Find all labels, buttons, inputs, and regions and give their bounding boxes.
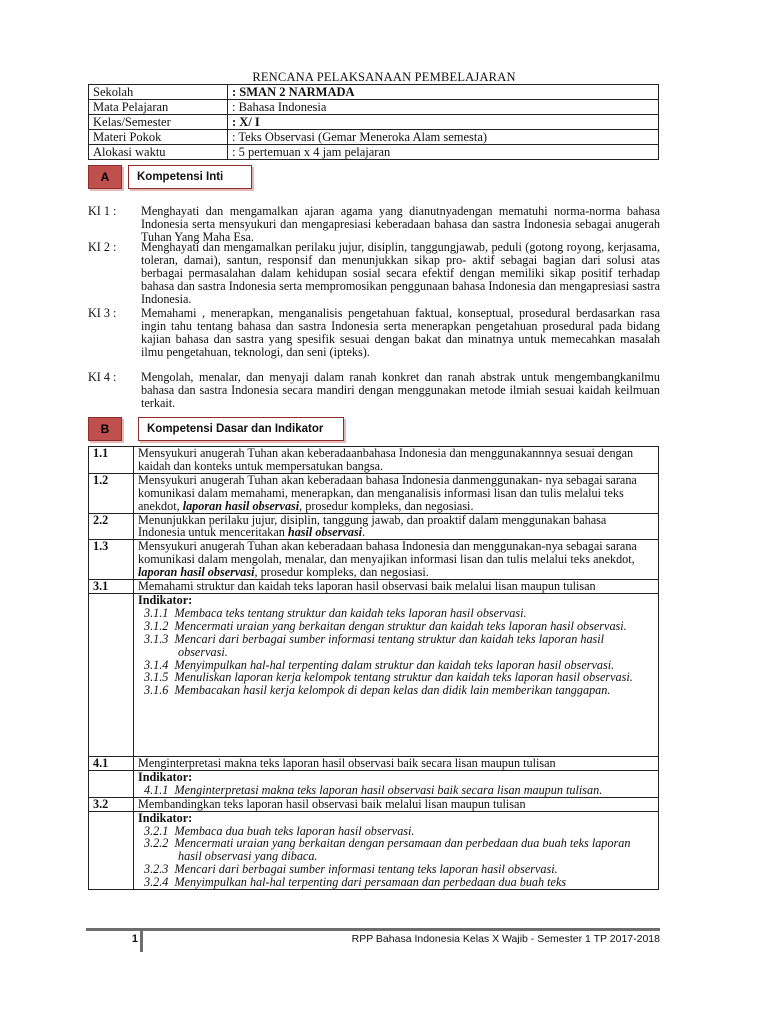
indicator-text: Menyimpulkan hal-hal terpenting dalam struktur dan kaidah teks laporan hasil observasi. xyxy=(174,657,615,672)
identity-label: Mata Pelajaran xyxy=(89,100,228,115)
section-a-letter: A xyxy=(88,165,122,189)
indicator-number: 4.1.1 xyxy=(144,782,169,797)
indicator-text: Menyimpulkan hal-hal terpenting dari persamaan dan perbedaan dua buah teks xyxy=(174,875,567,890)
identity-row-time xyxy=(89,145,659,160)
kd-number: 3.1 xyxy=(89,580,134,594)
identity-label: Materi Pokok xyxy=(89,130,228,145)
kd-text xyxy=(134,473,659,513)
document-title: RENCANA PELAKSANAAN PEMBELAJARAN xyxy=(252,70,516,84)
indicator-number-cell xyxy=(89,770,134,797)
indicator-number: 3.2.1 xyxy=(144,823,169,838)
indicator-text: Mencermati uraian yang berkaitan dengan struktur dan kaidah teks laporan hasil observasi. xyxy=(174,618,627,633)
indicator-text: Mencermati uraian yang berkaitan dengan persamaan dan perbedaan dua buah teks laporan hasil observasi yang dibaca. xyxy=(174,836,631,864)
identity-label: Alokasi waktu xyxy=(89,145,228,160)
indicator-item xyxy=(144,633,654,659)
identity-value: : Bahasa Indonesia xyxy=(228,100,659,115)
section-a-title: Kompetensi Inti xyxy=(128,165,252,189)
indicator-number: 3.1.3 xyxy=(144,631,169,646)
indicator-row xyxy=(89,593,659,756)
indicator-number: 3.2.3 xyxy=(144,862,169,877)
indicator-label: Indikator: xyxy=(138,810,193,825)
indicator-item xyxy=(144,837,654,863)
kd-row xyxy=(89,473,659,513)
identity-value: : X/ I xyxy=(228,115,659,130)
kd-row xyxy=(89,447,659,474)
section-b-title: Kompetensi Dasar dan Indikator xyxy=(138,417,344,441)
ki-text: Memahami , menerapkan, menganalisis pengetahuan faktual, konseptual, prosedural berdasarkan rasa ingin tahu tentang bahasa dan sastra Indonesia serta menerapkan pengetahuan prosedural pada bidang kajian bahasa dan sastra yang spesifik sesuai dengan bakat dan minatnya untuk memecahkan masalah ilmu pengetahuan, teknologi, dan seni (ipteks). xyxy=(141,306,660,359)
identity-row-subject xyxy=(89,100,659,115)
indicator-text: Menuliskan laporan kerja kelompok tentang struktur dan kaidah teks laporan hasil observasi. xyxy=(174,670,633,685)
kd-text xyxy=(134,513,659,540)
indicator-cell xyxy=(134,593,659,756)
indicator-item xyxy=(144,684,654,697)
kd-row xyxy=(89,797,659,811)
ki-item xyxy=(88,241,660,306)
footer-text: RPP Bahasa Indonesia Kelas X Wajib - Semester 1 TP 2017-2018 xyxy=(351,933,660,945)
kd-number: 3.2 xyxy=(89,797,134,811)
kd-table xyxy=(88,446,659,890)
indicator-number: 3.2.2 xyxy=(144,836,169,851)
indicator-text: Membaca teks tentang struktur dan kaidah teks laporan hasil observasi. xyxy=(174,605,527,620)
ki-text: Mengolah, menalar, dan menyaji dalam ranah konkret dan ranah abstrak untuk mengembangkanilmu bahasa dan sastra Indonesia secara mandiri dengan menggunakan metode ilmiah sesuai kaidah keilmuan terkait. xyxy=(141,370,660,410)
kd-number: 1.3 xyxy=(89,540,134,580)
kd-number: 2.2 xyxy=(89,513,134,540)
kd-text-part: Mensyukuri anugerah Tuhan akan keberadaan bahasa Indonesia dan menggunakan-nya sebagai sarana komunikasi dalam mengolah, menalar, dan menyajikan informasi lisan dan tulis melalui teks anekdot, xyxy=(138,539,637,567)
ki-code: KI 1 : xyxy=(88,204,117,218)
page-number: 1 xyxy=(131,933,138,945)
kd-text: Mensyukuri anugerah Tuhan akan keberadaanbahasa Indonesia dan menggunakannnya sesuai dengan kaidah dan konteks untuk mempersatukan bangsa. xyxy=(134,447,659,474)
kd-number: 1.2 xyxy=(89,473,134,513)
indicator-item xyxy=(144,876,654,889)
identity-row-topic xyxy=(89,130,659,145)
indicator-row xyxy=(89,811,659,889)
indicator-list xyxy=(138,825,654,890)
ki-code: KI 4 : xyxy=(88,370,117,384)
kd-text: Membandingkan teks laporan hasil observasi baik melalui lisan maupun tulisan xyxy=(134,797,659,811)
indicator-list xyxy=(138,607,654,697)
indicator-text: Menginterpretasi makna teks laporan hasil observasi baik secara lisan maupun tulisan. xyxy=(174,782,603,797)
identity-row-school xyxy=(89,85,659,100)
indicator-text: Membaca dua buah teks laporan hasil observasi. xyxy=(174,823,415,838)
indicator-number: 3.1.1 xyxy=(144,605,169,620)
kd-row xyxy=(89,540,659,580)
kd-text-part: , prosedur kompleks, dan negosiasi. xyxy=(254,565,429,580)
indicator-text: Mencari dari berbagai sumber informasi tentang teks laporan hasil observasi. xyxy=(174,862,558,877)
identity-label: Sekolah xyxy=(89,85,228,100)
indicator-item xyxy=(144,784,654,797)
kd-number: 1.1 xyxy=(89,447,134,474)
indicator-label: Indikator: xyxy=(138,592,193,607)
identity-label: Kelas/Semester xyxy=(89,115,228,130)
identity-value: : Teks Observasi (Gemar Meneroka Alam semesta) xyxy=(228,130,659,145)
kd-text: Menginterpretasi makna teks laporan hasil observasi baik secara lisan maupun tulisan xyxy=(134,756,659,770)
indicator-number: 3.2.4 xyxy=(144,875,169,890)
indicator-number: 3.1.5 xyxy=(144,670,169,685)
indicator-number: 3.1.4 xyxy=(144,657,169,672)
indicator-row xyxy=(89,770,659,797)
kd-emphasis: hasil observasi xyxy=(287,525,363,540)
indicator-text: Mencari dari berbagai sumber informasi tentang struktur dan kaidah teks laporan hasil observasi. xyxy=(174,631,605,659)
kd-text xyxy=(134,540,659,580)
indicator-number: 3.1.6 xyxy=(144,683,169,698)
kd-row xyxy=(89,580,659,594)
ki-item xyxy=(88,371,660,410)
identity-value: : 5 pertemuan x 4 jam pelajaran xyxy=(228,145,659,160)
indicator-number-cell xyxy=(89,593,134,756)
kd-text-part: . xyxy=(362,525,366,540)
kd-row xyxy=(89,756,659,770)
footer-divider xyxy=(140,930,143,952)
indicator-label: Indikator: xyxy=(138,769,193,784)
ki-text: Menghayati dan mengamalkan ajaran agama yang dianutnyadengan mematuhi norma-norma bahasa Indonesia serta mensyukuri dan mengapresiasi keberadaan bahasa dan sastra Indonesia sebagai anugerah Tuhan Yang Maha Esa. xyxy=(141,204,660,244)
indicator-cell xyxy=(134,811,659,889)
section-a-header xyxy=(88,165,258,189)
section-b-header xyxy=(88,417,358,441)
footer-rule xyxy=(86,928,660,931)
identity-value: : SMAN 2 NARMADA xyxy=(228,85,659,100)
ki-code: KI 2 : xyxy=(88,240,117,254)
section-b-letter: B xyxy=(88,417,122,441)
indicator-cell xyxy=(134,770,659,797)
ki-item xyxy=(88,307,660,359)
kd-text-part: Mensyukuri anugerah Tuhan akan keberadaan bahasa Indonesia danmenggunakan- nya sebagai sarana komunikasi dalam memahami, menerapkan, dan menganalisis informasi lisan dan tulis melalui teks anekdot, xyxy=(138,472,637,513)
ki-item xyxy=(88,205,660,244)
ki-code: KI 3 : xyxy=(88,306,117,320)
indicator-text: Membacakan hasil kerja kelompok di depan kelas dan didik lain memberikan tanggapan. xyxy=(174,683,611,698)
kd-row xyxy=(89,513,659,540)
identity-table xyxy=(88,84,659,160)
kd-emphasis: laporan hasil observasi xyxy=(138,565,255,580)
indicator-number-cell xyxy=(89,811,134,889)
kd-text: Memahami struktur dan kaidah teks laporan hasil observasi baik melalui lisan maupun tulisan xyxy=(134,580,659,594)
kd-text-part: , prosedur kompleks, dan negosiasi. xyxy=(299,498,474,513)
ki-text: Menghayati dan mengamalkan perilaku jujur, disiplin, tanggungjawab, peduli (gotong royong, kerjasama, toleran, damai), santun, responsif dan menunjukkan sikap pro- aktif sebagai bagian dari solusi atas berbagai permasalahan dalam kehidupan sosial secara efektif dengan memiliki sikap positif terhadap bahasa dan sastra Indonesia serta mempromosikan penggunaan bahasa Indonesia dan mengapresiasi sastra Indonesia. xyxy=(141,240,660,306)
kd-number: 4.1 xyxy=(89,756,134,770)
indicator-number: 3.1.2 xyxy=(144,618,169,633)
kd-emphasis: laporan hasil observasi xyxy=(182,498,300,513)
kd-text-part: Menunjukkan perilaku jujur, disiplin, tanggung jawab, dan proaktif dalam menggunakan bahasa Indonesia untuk menceritakan xyxy=(138,512,607,540)
indicator-list xyxy=(138,784,654,797)
identity-row-class xyxy=(89,115,659,130)
